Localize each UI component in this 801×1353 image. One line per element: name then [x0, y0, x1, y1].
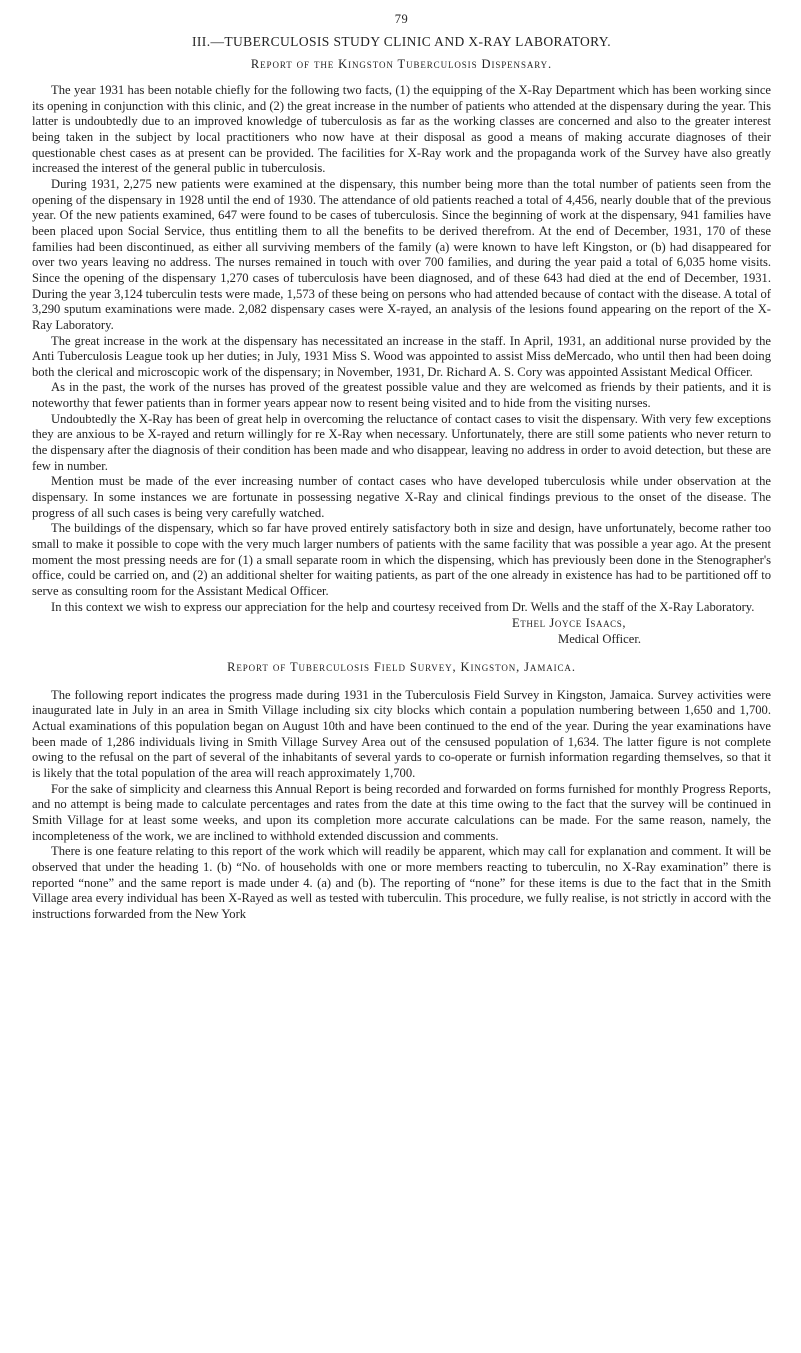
paragraph: During 1931, 2,275 new patients were examined at the dispensary, this number being more than the total number of patients seen from the opening of the dispensary in 1928 until the end of 1930. The attendance of old patients reached a total of 4,456, nearly double that of the previous year. Of the new patients examined, 647 were found to be cases of tuberculosis. Since the beginning of work at the dispensary, 941 families have been placed upon Social Service, thus entitling them to all the benefits to be derived therefrom. At the end of December, 1931, 170 of these families had been discontinued, as either all surviving members of the family (a) were known to have left Kingston, or (b) had disappeared for over two years leaving no address. The nurses remained in touch with over 700 families, and during the year paid a total of 6,035 home visits. Since the opening of the dispensary 1,270 cases of tuberculosis have been diagnosed, and of these 643 had died at the end of December, 1931. During the year 3,124 tuberculin tests were made, 1,573 of these being on persons who had attended because of contact with the disease. A total of 3,290 sputum examinations were made. 2,082 dispensary cases were X-rayed, an analysis of the lesions found appearing on the report of the X-Ray Laboratory.: [32, 176, 771, 332]
section-title: III.—TUBERCULOSIS STUDY CLINIC AND X-RAY LABORATORY.: [192, 34, 611, 49]
field-survey-report-heading: Report of Tuberculosis Field Survey, Kingston, Jamaica.: [227, 659, 576, 674]
paragraph: As in the past, the work of the nurses has proved of the greatest possible value and they are welcomed as friends by their patients, and it is noteworthy that fewer patients than in former years appear now to resent being visited and to hide from the visiting nurses.: [32, 380, 771, 411]
signature-name: Ethel Joyce Isaacs,: [512, 616, 627, 631]
page-number: 79: [394, 12, 409, 26]
paragraph: The year 1931 has been notable chiefly for the following two facts, (1) the equipping of the X-Ray Department which has been working since its opening in conjunction with this clinic, and (2) the great increase in the number of patients who attended at the dispensary during the year. This latter is undoubtedly due to an improved knowledge of tuberculosis as far as the working classes are concerned and also to the greater interest being taken in the subject by local practitioners who now have at their disposal as good a means of making accurate diagnoses of their questionable chest cases as at present can be provided. The facilities for X-Ray work and the propaganda work of the Survey have also greatly increased the interest of the general public in tuberculosis.: [32, 83, 771, 176]
paragraph: Undoubtedly the X-Ray has been of great help in overcoming the reluctance of contact cases to visit the dispensary. With very few exceptions they are anxious to be X-rayed and return willingly for re X-Ray when necessary. Unfortunately, there are still some patients who never return to the dispensary after the diagnosis of their condition has been made and who disappear, leaving no address in order to avoid detection, but these are few in number.: [32, 411, 771, 473]
paragraph: The following report indicates the progress made during 1931 in the Tuberculosis Field Survey in Kingston, Jamaica. Survey activities were inaugurated late in July in an area in Smith Village including six city blocks which contain a population numbering between 1,650 and 1,700. Actual examinations of this population began on August 10th and have been continued to the end of the year. During the year examinations have been made of 1,286 individuals living in Smith Village Survey Area out of the censused population of 1,634. The latter figure is not complete owing to the refusal on the part of several of the inhabitants of several yards to co-operate or furnish information regarding themselves, so that it is likely that the total population of the area will reach approximately 1,700.: [32, 687, 771, 780]
paragraph: For the sake of simplicity and clearness this Annual Report is being recorded and forwarded on forms furnished for monthly Progress Reports, and no attempt is being made to calculate percentages and rates from the date at this time owing to the fact that the survey will be continued in Smith Village for at least some weeks, and upon its completion more accurate calculations can be made. For the same reason, namely, the incompleteness of the work, we are inclined to withhold extended discussion and comments.: [32, 781, 771, 843]
signature-block: [32, 616, 771, 647]
paragraph: In this context we wish to express our appreciation for the help and courtesy received from Dr. Wells and the staff of the X-Ray Laboratory.: [51, 599, 755, 614]
paragraph: The great increase in the work at the dispensary has necessitated an increase in the staff. In April, 1931, an additional nurse provided by the Anti Tuberculosis League took up her duties; in July, 1931 Miss S. Wood was appointed to assist Miss deMercado, who until then had been doing both the clerical and microscopic work of the dispensary; in November, 1931, Dr. Richard A. S. Cory was appointed Assistant Medical Officer.: [32, 333, 771, 379]
paragraph: There is one feature relating to this report of the work which will readily be apparent, which may call for explanation and comment. It will be observed that under the heading 1. (b) “No. of households with one or more members reacting to tuberculin, no X-Ray examination” there is reported “none” and the same report is made under 4. (a) and (b). The reporting of “none” for these items is due to the fact that in the Smith Village area every individual has been X-Rayed as well as tested with tuberculin. This procedure, we fully realise, is not strictly in accord with the instructions forwarded from the New York: [32, 844, 771, 921]
signature-title: Medical Officer.: [558, 631, 641, 646]
dispensary-report-heading: Report of the Kingston Tuberculosis Dispensary.: [250, 57, 553, 71]
paragraph: The buildings of the dispensary, which so far have proved entirely satisfactory both in size and design, have unfortunately, become rather too small to make it possible to cope with the very much larger numbers of patients with the same facility that was possible a year ago. At the present moment the most pressing needs are for (1) a small separate room in which the dispensing, which has previously been done in the Stenographer's office, could be carried on, and (2) an additional shelter for waiting patients, as part of the one already in existence has had to be partitioned off to serve as consulting room for the Assistant Medical Officer.: [32, 521, 771, 598]
paragraph: Mention must be made of the ever increasing number of contact cases who have developed tuberculosis while under observation at the dispensary. In some instances we are fortunate in possessing negative X-Ray and clinical findings previous to the onset of the disease. The progress of all such cases is being very carefully watched.: [32, 474, 771, 520]
